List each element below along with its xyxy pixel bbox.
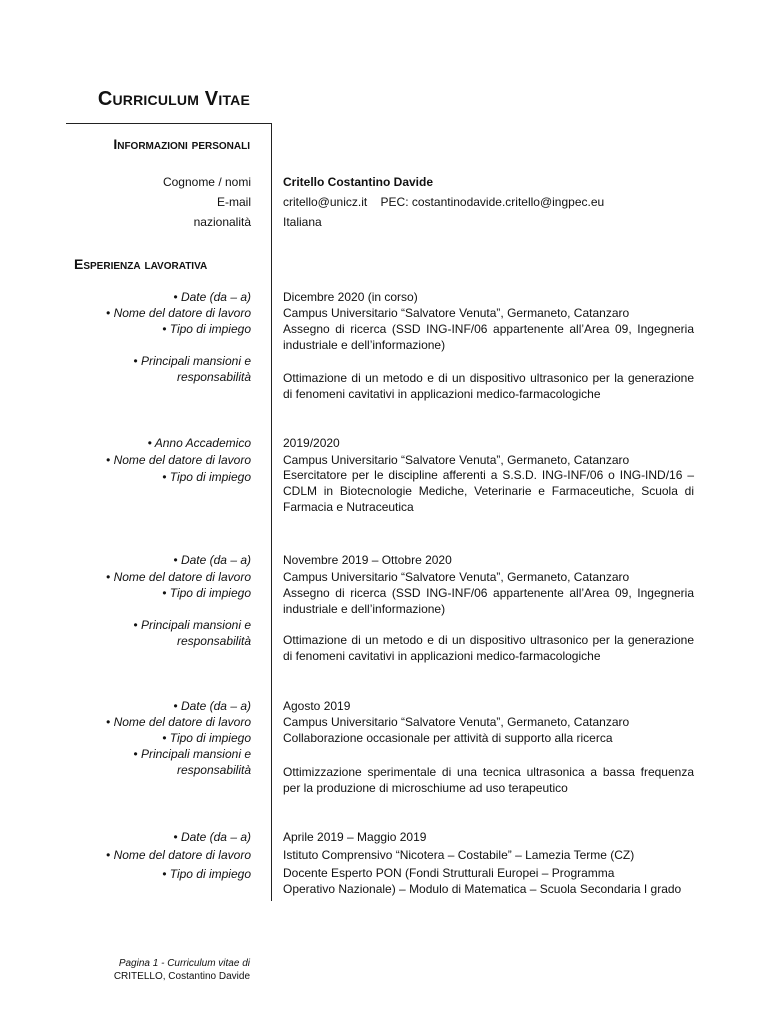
header-divider <box>66 123 272 124</box>
entry-1-label-duties-2: responsabilità <box>176 370 251 384</box>
entry-5-label-type: • Tipo di impiego <box>162 867 251 881</box>
entry-5-employer: Istituto Comprensivo “Nicotera – Costabile” – Lamezia Terme (CZ) <box>283 848 635 862</box>
entry-4-label-type: • Tipo di impiego <box>162 731 251 745</box>
personal-info-heading: Informazioni personali <box>113 136 250 152</box>
document-title: Curriculum Vitae <box>97 88 250 110</box>
entry-3-label-duties: • Principali mansioni e <box>133 618 251 632</box>
entry-4-label-duties: • Principali mansioni e <box>133 747 251 761</box>
work-experience-heading: Esperienza lavorativa <box>74 256 208 272</box>
entry-3-label-employer: • Nome del datore di lavoro <box>106 570 251 584</box>
entry-3-duties: Ottimazione di un metodo e di un dispositivo ultrasonico per la generazione di fenomeni cavitativi in applicazioni medico-farmacologiche <box>283 633 694 663</box>
entry-5-label-employer: • Nome del datore di lavoro <box>106 848 251 862</box>
entry-3-employer: Campus Universitario “Salvatore Venuta”, Germaneto, Catanzaro <box>283 570 630 584</box>
entry-1-date: Dicembre 2020 (in corso) <box>283 290 418 304</box>
entry-1-label-duties: • Principali mansioni e <box>133 354 251 368</box>
entry-4-label-duties-2: responsabilità <box>176 763 251 777</box>
entry-1-type: Assegno di ricerca (SSD ING-INF/06 appartenente all’Area 09, Ingegneria industriale e dell’informazione) <box>283 322 694 352</box>
entry-3-label-date: • Date (da – a) <box>173 553 251 567</box>
entry-3-label-duties-2: responsabilità <box>176 634 251 648</box>
entry-1-label-date: • Date (da – a) <box>173 290 251 304</box>
entry-1-employer: Campus Universitario “Salvatore Venuta”, Germaneto, Catanzaro <box>283 306 630 320</box>
entry-5-label-date: • Date (da – a) <box>173 830 251 844</box>
entry-2-label-employer: • Nome del datore di lavoro <box>106 453 251 467</box>
entry-5-type-line-2: Operativo Nazionale) – Modulo di Matematica – Scuola Secondaria I grado <box>283 882 682 896</box>
entry-4-type: Collaborazione occasionale per attività di supporto alla ricerca <box>283 731 613 745</box>
footer-page-line: Pagina 1 - Curriculum vitae di <box>118 958 250 969</box>
entry-3-label-type: • Tipo di impiego <box>162 586 251 600</box>
entry-2-date: 2019/2020 <box>283 436 340 450</box>
value-nationality: Italiana <box>283 215 322 229</box>
label-nationality: nazionalità <box>193 215 251 229</box>
entry-4-label-date: • Date (da – a) <box>173 699 251 713</box>
entry-4-duties: Ottimizzazione sperimentale di una tecnica ultrasonica a bassa frequenza per la produzione di microschiume ad uso terapeutico <box>283 765 694 795</box>
entry-2-label-type: • Tipo di impiego <box>162 470 251 484</box>
entry-1-label-type: • Tipo di impiego <box>162 322 251 336</box>
entry-3-type: Assegno di ricerca (SSD ING-INF/06 appartenente all’Area 09, Ingegneria industriale e dell’informazione) <box>283 586 694 616</box>
entry-4-employer: Campus Universitario “Salvatore Venuta”, Germaneto, Catanzaro <box>283 715 630 729</box>
label-email: E-mail <box>216 195 251 209</box>
value-email: critello@unicz.it PEC: costantinodavide.critello@ingpec.eu <box>283 195 605 209</box>
label-name: Cognome / nomi <box>162 175 251 189</box>
entry-1-duties: Ottimazione di un metodo e di un dispositivo ultrasonico per la generazione di fenomeni cavitativi in applicazioni medico-farmacologiche <box>283 371 694 401</box>
value-name: Critello Costantino Davide <box>283 175 434 189</box>
entry-2-label-year: • Anno Accademico <box>147 436 251 450</box>
entry-4-label-employer: • Nome del datore di lavoro <box>106 715 251 729</box>
entry-5-type-line-1: Docente Esperto PON (Fondi Strutturali Europei – Programma <box>283 866 615 880</box>
page-footer <box>60 957 250 983</box>
entry-5-date: Aprile 2019 – Maggio 2019 <box>283 830 427 844</box>
entry-2-employer: Campus Universitario “Salvatore Venuta”, Germaneto, Catanzaro <box>283 453 630 467</box>
column-divider <box>271 123 272 901</box>
footer-name-line: CRITELLO, Costantino Davide <box>113 971 250 982</box>
entry-4-date: Agosto 2019 <box>283 699 351 713</box>
entry-3-date: Novembre 2019 – Ottobre 2020 <box>283 553 452 567</box>
entry-1-label-employer: • Nome del datore di lavoro <box>106 306 251 320</box>
entry-2-type: Esercitatore per le discipline afferenti a S.S.D. ING-INF/06 o ING-IND/16 – CDLM in Biotecnologie Mediche, Veterinarie e Farmaceutiche, Scuola di Farmacia e Nutraceutica <box>283 468 694 514</box>
